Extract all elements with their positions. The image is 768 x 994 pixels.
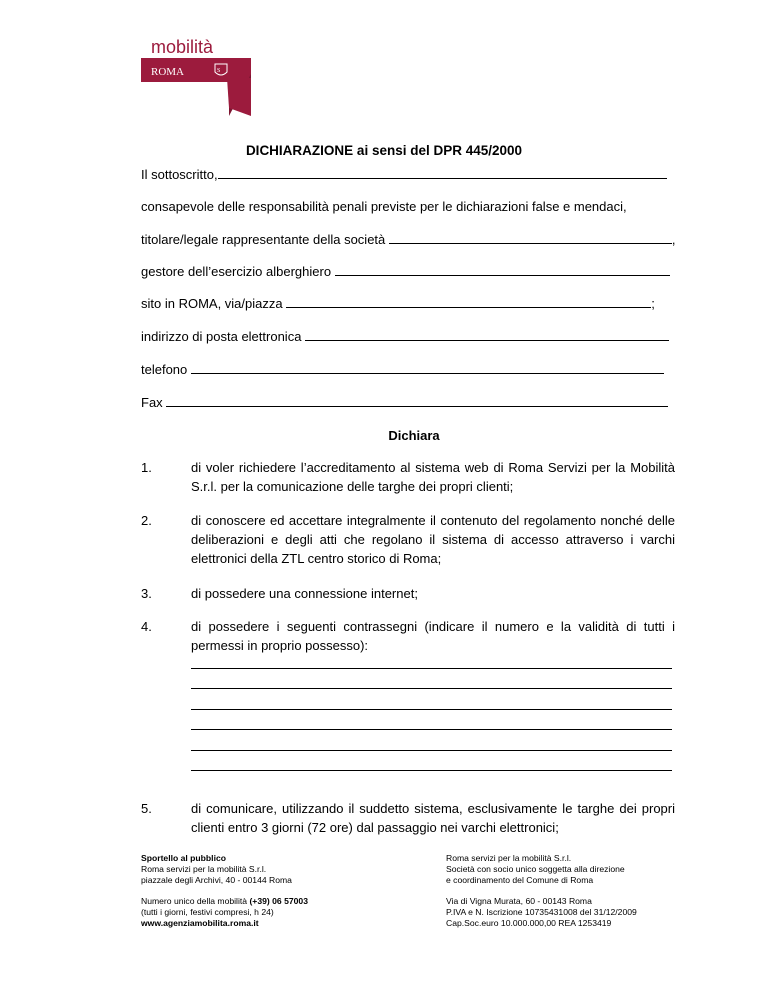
field-consapevole: consapevole delle responsabilità penali previste per le dichiarazioni false e mendaci, bbox=[141, 199, 627, 214]
field-indirizzo: sito in ROMA, via/piazza ; bbox=[141, 296, 655, 311]
mobilita-roma-logo bbox=[141, 38, 251, 116]
logo-city: ROMA bbox=[151, 66, 185, 78]
permit-blank-line[interactable] bbox=[191, 709, 672, 710]
field-fax: Fax bbox=[141, 394, 668, 410]
field-telefono-blank[interactable] bbox=[191, 361, 664, 374]
field-telefono: telefono bbox=[141, 361, 664, 377]
field-indirizzo-blank[interactable] bbox=[286, 295, 651, 308]
list-item: 3. di possedere una connessione internet; bbox=[141, 586, 418, 601]
field-esercizio: gestore dell’esercizio alberghiero bbox=[141, 263, 670, 279]
permit-blank-line[interactable] bbox=[191, 688, 672, 689]
field-societa-blank[interactable] bbox=[389, 231, 672, 244]
list-item: 1. di voler richiedere l’accreditamento al sistema web di Roma Servizi per la Mobilità S.r.l. per la comunicazione delle targhe dei propri clienti; bbox=[141, 460, 675, 494]
footer-left-top: Sportello al pubblico Roma servizi per la mobilità S.r.l. piazzale degli Archivi, 40 - 00144 Roma bbox=[141, 853, 292, 885]
permit-blank-line[interactable] bbox=[191, 729, 672, 730]
field-email: indirizzo di posta elettronica bbox=[141, 328, 669, 344]
logo-word: mobilità bbox=[151, 38, 214, 57]
dichiara-heading: Dichiara bbox=[388, 428, 440, 443]
document-title: DICHIARAZIONE ai sensi del DPR 445/2000 bbox=[245, 143, 523, 158]
footer-right-bottom: Via di Vigna Murata, 60 - 00143 Roma P.IVA e N. Iscrizione 10735431008 del 31/12/2009 Cap.Soc.euro 10.000.000,00 REA 1253419 bbox=[446, 896, 637, 928]
permit-blank-line[interactable] bbox=[191, 750, 672, 751]
field-email-blank[interactable] bbox=[305, 328, 669, 341]
field-societa: titolare/legale rappresentante della società , bbox=[141, 232, 676, 247]
website-link[interactable]: www.agenziamobilita.roma.it bbox=[141, 918, 259, 928]
footer-right-top: Roma servizi per la mobilità S.r.l. Società con socio unico soggetta alla direzione e coordinamento del Comune di Roma bbox=[446, 853, 625, 885]
svg-text:S: S bbox=[217, 68, 221, 74]
list-item: 2. di conoscere ed accettare integralmente il contenuto del regolamento nonché delle deliberazioni e degli atti che regolano il sistema di accesso attraverso i varchi elettronici della ZTL centro storico di Roma; bbox=[141, 513, 675, 566]
list-item: 4. di possedere i seguenti contrassegni (indicare il numero e la validità di tutti i permessi in proprio possesso): bbox=[141, 619, 675, 653]
field-sottoscritto: Il sottoscritto, bbox=[141, 166, 667, 182]
list-item: 5. di comunicare, utilizzando il suddetto sistema, esclusivamente le targhe dei propri clienti entro 3 giorni (72 ore) dal passaggio nei varchi elettronici; bbox=[141, 801, 675, 835]
field-fax-blank[interactable] bbox=[166, 394, 668, 407]
permit-blank-line[interactable] bbox=[191, 770, 672, 771]
field-sottoscritto-blank[interactable] bbox=[218, 166, 667, 179]
permit-blank-line[interactable] bbox=[191, 668, 672, 669]
footer-left-bottom: Numero unico della mobilità (+39) 06 57003 (tutti i giorni, festivi compresi, h 24) www.agenziamobilita.roma.it bbox=[141, 896, 308, 928]
field-esercizio-blank[interactable] bbox=[335, 263, 670, 276]
